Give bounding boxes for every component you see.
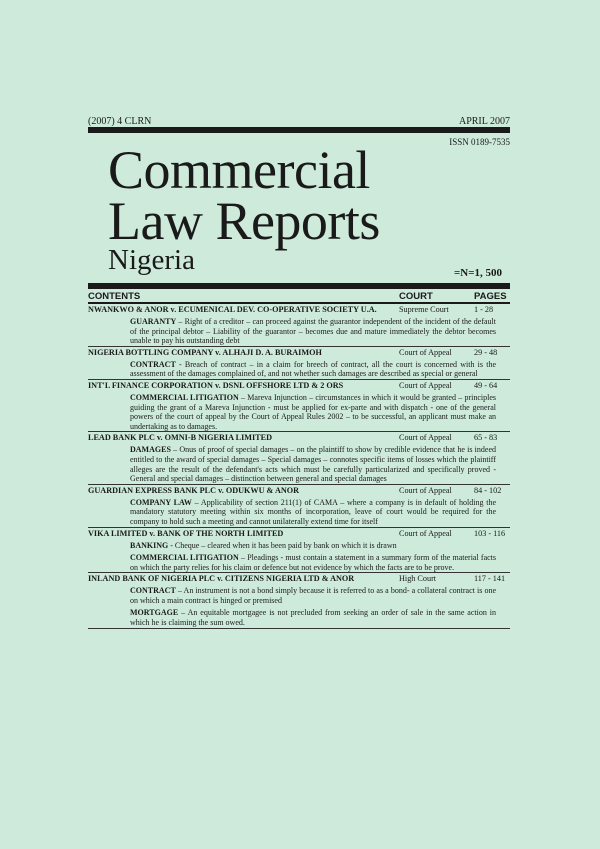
pages-heading: PAGES [474,291,507,302]
title-line-3: Nigeria [108,244,195,276]
page-range: 65 - 83 [474,433,498,443]
contents-entry [88,432,510,484]
headnote [130,550,496,572]
case-name: INT'L FINANCE CORPORATION v. DSNL OFFSHORE LTD & 2 ORS [88,380,344,390]
headnote-topic: COMMERCIAL LITIGATION [130,553,239,563]
case-row [88,485,510,496]
case-name: INLAND BANK OF NIGERIA PLC v. CITIZENS NIGERIA LTD & ANOR [88,574,355,584]
headnote [130,584,496,605]
headnote-text: – Applicability of section 211(1) of CAMA – where a company is in default of holding the mandatory statutory meeting within six months of incorporation, leave of court would be required for the company to hold such a meeting and cannot unilaterally extend time for itself [130,497,496,526]
court-name: Court of Appeal [399,380,452,390]
contents-entry [88,304,510,347]
case-name: NIGERIA BOTTLING COMPANY v. ALHAJI D. A. BURAIMOH [88,347,322,357]
headnote-topic: GUARANTY [130,317,177,326]
case-name: GUARDIAN EXPRESS BANK PLC v. ODUKWU & ANOR [88,485,300,495]
title-line-1: Commercial [108,140,370,200]
case-name: NWANKWO & ANOR v. ECUMENICAL DEV. CO-OPERATIVE SOCIETY U.A. [88,305,377,314]
page-range: 49 - 64 [474,380,498,390]
headnote [130,358,496,379]
contents-entry [88,380,510,432]
headnote-topic: MORTGAGE [130,608,179,618]
title-line-2: Law Reports [108,191,380,251]
court-name: Supreme Court [399,305,449,314]
headnote-text: – An equitable mortgagee is not precluded from seeking an order of sale in the same action in which he is claiming the sum owed. [130,608,496,628]
contents-entry [88,347,510,380]
issn: ISSN 0189-7535 [449,137,510,147]
headnote [130,315,496,346]
headnote-text: – Pleadings - must contain a statement in a summary form of the material facts on which the party relies for his claim or defence but not evidence by which the facts are to be prove. [130,553,497,572]
headnote-topic: BANKING [130,540,169,550]
page-range: 84 - 102 [474,485,502,495]
contents-list [88,304,510,629]
headnote-text: – An instrument is not a bond simply because it is referred to as a bond- a collateral contract is one on which a main contract is hinged or premised [130,586,496,605]
court-name: Court of Appeal [399,485,452,495]
case-row [88,304,510,315]
page-range: 117 - 141 [474,574,506,584]
court-heading: COURT [399,291,433,302]
contents-entry [88,573,510,628]
contents-heading: CONTENTS [88,291,141,302]
top-rule [88,127,510,133]
journal-cover [88,0,510,849]
headnote-topic: COMMERCIAL LITIGATION [130,392,239,402]
issue-date: APRIL 2007 [458,116,510,127]
headnote-text: – Mareva Injunction – circumstances in which it would be granted – principles guiding the grant of a Mareva Injunction - must be applied for ex-parte and with dispatch - one of the general powers of the court of appeal by the Court of Appeal Rules 2002 – to be successful, an applicant must make an undertaking as to damages. [130,392,497,431]
case-row [88,573,510,584]
case-row [88,380,510,391]
headnote-topic: COMPANY LAW [130,497,192,507]
headnote-text: - Breach of contract – in a claim for breech of contract, all the court is concerned with is the assessment of the damages complained of, and not whether such damages are described as special or general [130,359,496,379]
headnote [130,496,496,527]
case-row [88,528,510,539]
contents-entry [88,528,510,574]
headnote-topic: CONTRACT [130,359,176,369]
headnote-text: – Right of a creditor – can proceed against the guarantor independent of the incident of the default of the principal debtor – Liability of the guarantor – becomes due and mature immediately the debtor becomes unable to pay his outstanding debt [130,317,496,346]
headnote [130,391,496,431]
case-name: LEAD BANK PLC v. OMNI-B NIGERIA LIMITED [88,433,273,443]
contents-entry [88,485,510,528]
court-name: Court of Appeal [399,433,452,443]
citation: (2007) 4 CLRN [88,116,152,127]
page-range: 29 - 48 [474,347,498,357]
case-row [88,347,510,358]
price: =N=1, 500 [454,267,502,279]
page-range: 103 - 116 [474,528,506,538]
headnote [130,605,496,627]
headnote [130,443,496,483]
headnote-topic: CONTRACT [130,586,176,596]
headnote [130,539,496,551]
page-range: 1 - 28 [474,305,494,314]
case-row [88,432,510,443]
contents-rule [88,283,510,289]
headnote-text: - Cheque – cleared when it has been paid by bank on which it is drawn [168,540,397,550]
court-name: Court of Appeal [399,347,452,357]
headnote-text: – Onus of proof of special damages – on the plaintiff to show by credible evidence that he is indeed entitled to the award of special damages – Special damages – connotes specific items of losses which the plaintiff alleges are the result of the defendant's acts which must be carefully particularized and specifically proved - General and special damages – distinction between general and special damages [130,445,496,484]
court-name: High Court [399,574,437,584]
headnote-topic: DAMAGES [130,445,171,455]
case-name: VIKA LIMITED v. BANK OF THE NORTH LIMITED [88,528,284,538]
court-name: Court of Appeal [399,528,452,538]
